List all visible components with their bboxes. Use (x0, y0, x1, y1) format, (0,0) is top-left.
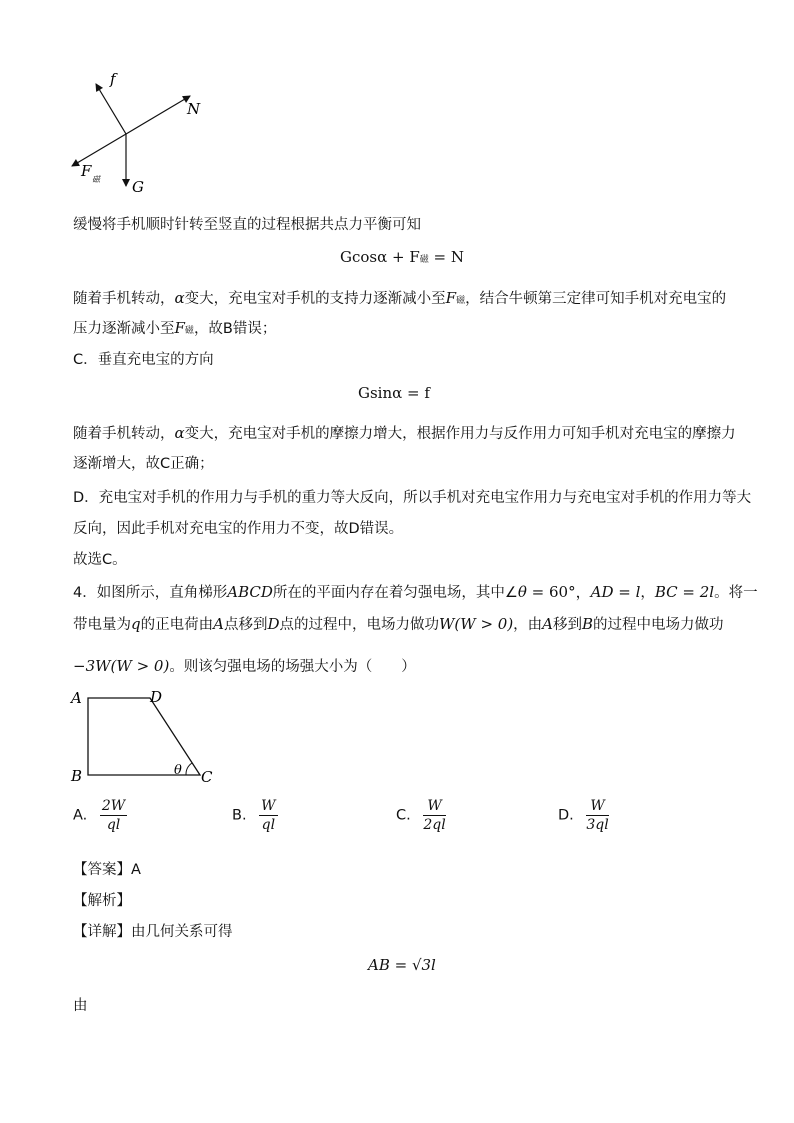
label-G: G (132, 178, 144, 196)
force-N-arrow (126, 96, 190, 134)
equation-sin: Gsinα = f (358, 384, 430, 402)
text-line: 缓慢将手机顺时针转至竖直的过程根据共点力平衡可知 (73, 217, 421, 233)
question-4-line3: −3W(W > 0)。则该匀强电场的场强大小为（ ） (73, 657, 416, 675)
equation-cos: Gcosα + F磁 = N (340, 248, 465, 266)
trapezoid-figure (68, 686, 228, 788)
detail-line: 【详解】由几何关系可得 (73, 924, 233, 940)
text-line: 反向，因此手机对充电宝的作用力不变，故D错误。 (73, 521, 404, 537)
text-line: D．充电宝对手机的作用力与手机的重力等大反向，所以手机对充电宝作用力与充电宝对手机的作用力等大 (73, 490, 752, 506)
question-4-line1: 4．如图所示，直角梯形ABCD所在的平面内存在着匀强电场，其中∠θ = 60°，AD = l，BC = 2l。将一 (73, 583, 758, 601)
vertex-D: D (150, 688, 163, 706)
force-diagram (60, 60, 220, 200)
vertex-B: B (71, 767, 83, 785)
option-c[interactable]: C. $\frac{W}{2ql}$ (396, 798, 446, 833)
option-a[interactable]: A. $\frac{2W}{ql}$ (73, 798, 126, 833)
text-line: 随着手机转动，α变大，充电宝对手机的摩擦力增大，根据作用力与反作用力可知手机对充电宝的摩擦力 (73, 424, 736, 442)
angle-theta: θ (174, 763, 182, 778)
text-line: 压力逐渐减小至F磁，故B错误； (73, 319, 277, 337)
theta-arc (186, 763, 192, 775)
equation-ab: AB = √3l (368, 956, 436, 974)
trapezoid-shape (88, 698, 200, 775)
label-N: N (187, 100, 201, 118)
vertex-C: C (201, 768, 213, 786)
text-line: 故选C。 (73, 552, 127, 568)
analysis-heading: 【解析】 (73, 893, 131, 909)
label-F: F (81, 162, 92, 180)
question-4-line2: 带电量为q的正电荷由A点移到D点的过程中，电场力做功W(W > 0)，由A移到B的过程中电场力做功 (73, 615, 724, 633)
text-line: 随着手机转动，α变大，充电宝对手机的支持力逐渐减小至F磁，结合牛顿第三定律可知手机对充电宝的 (73, 289, 727, 307)
option-d[interactable]: D. $\frac{W}{3ql}$ (558, 798, 609, 833)
option-b[interactable]: B. $\frac{W}{ql}$ (232, 798, 276, 833)
text-line: 逐渐增大，故C正确； (73, 456, 214, 472)
label-f: f (110, 70, 116, 88)
answer-line: 【答案】A (73, 862, 141, 878)
force-f-arrow (96, 84, 126, 134)
vertex-A: A (71, 689, 82, 707)
label-F-sub: 磁 (92, 175, 100, 184)
text-line: C．垂直充电宝的方向 (73, 352, 214, 368)
text-line: 由 (73, 998, 88, 1014)
